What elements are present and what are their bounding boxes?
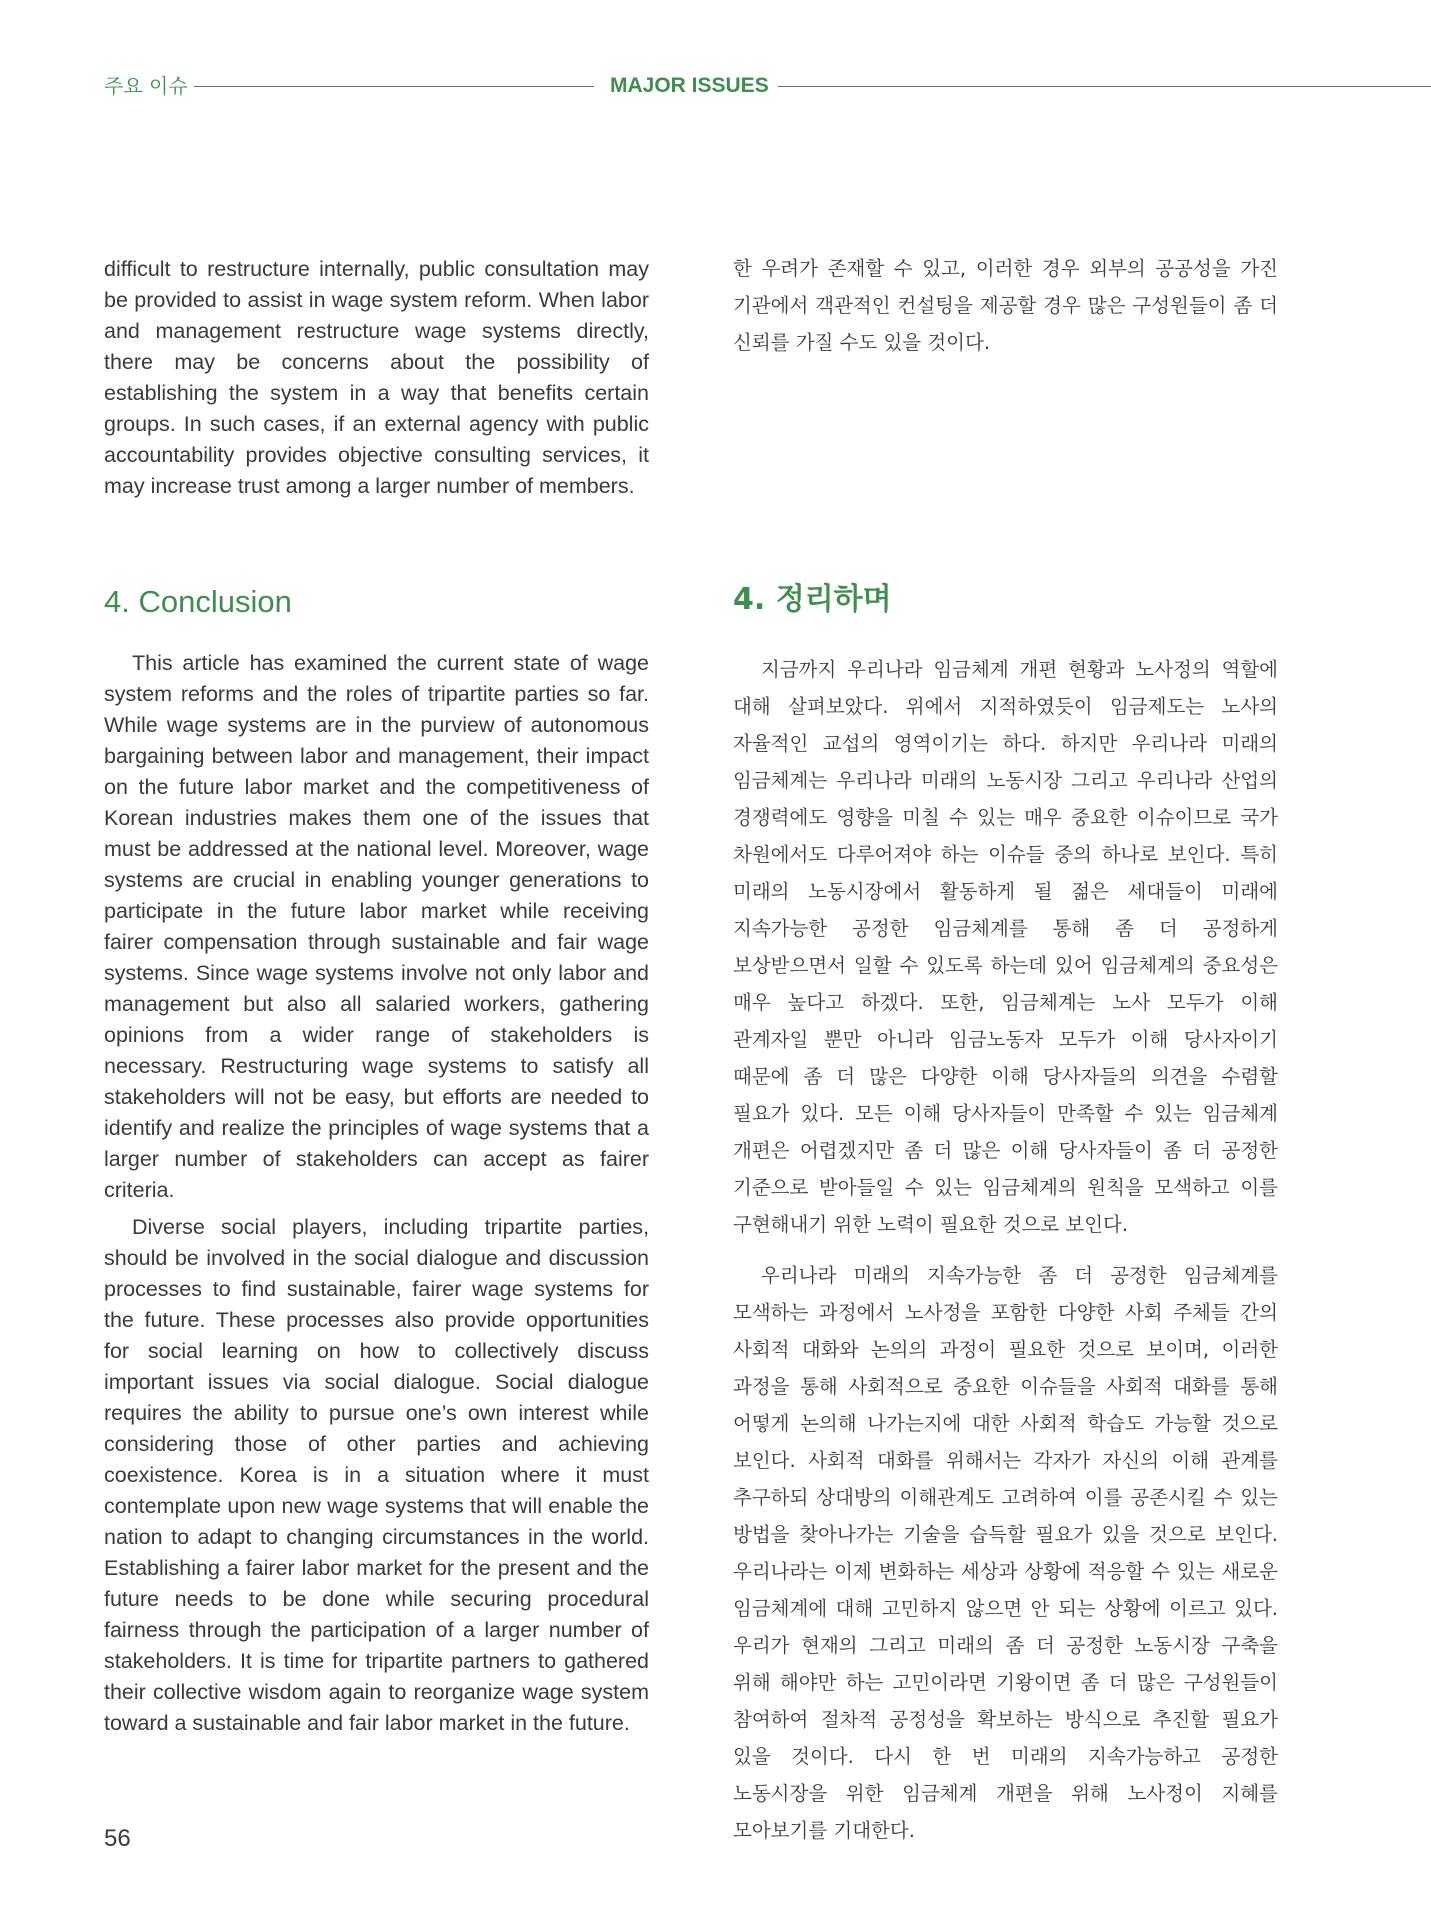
page-number: 56 <box>104 1825 131 1852</box>
section-heading-kr: 4. 정리하며 <box>733 582 892 617</box>
intro-paragraph-kr <box>733 250 1278 361</box>
header-section-en: MAJOR ISSUES <box>610 74 769 97</box>
conclusion-body-kr <box>733 651 1278 1849</box>
conclusion-paragraph-en-2: Diverse social players, including tripartite parties, should be involved in the social dialogue and discussion processes to find sustainable, fairer wage systems for the future. These processes also provide opportunities for social learning on how to collectively discuss important issues via social dialogue. Social dialogue requires the ability to pursue one’s own interest while considering those of other parties and achieving coexistence. Korea is in a situation where it must contemplate upon new wage systems that will enable the nation to adapt to changing circumstances in the world. Establishing a fairer labor market for the present and the future needs to be done while securing procedural fairness through the participation of a larger number of stakeholders. It is time for tripartite partners to gathered their collective wisdom again to reorganize wage system toward a sustainable and fair labor market in the future. <box>104 1215 649 1735</box>
conclusion-paragraph-kr-1: 지금까지 우리나라 임금체계 개편 현황과 노사정의 역할에 대해 살펴보았다. 위에서 지적하였듯이 임금제도는 노사의 자율적인 교섭의 영역이기는 하다. 하지만 우리나라 미래의 임금체계는 우리나라 미래의 노동시장 그리고 우리나라 산업의 경쟁력에도 영향을 미칠 수 있는 매우 중요한 이슈이므로 국가 차원에서도 다루어져야 하는 이슈들 중의 하나로 보인다. 특히 미래의 노동시장에서 활동하게 될 젊은 세대들이 미래에 지속가능한 공정한 임금체계를 통해 좀 더 공정하게 보상받으면서 일할 수 있도록 하는데 있어 임금체계의 중요성은 매우 높다고 하겠다. 또한, 임금체계는 노사 모두가 이해 관계자일 뿐만 아니라 임금노동자 모두가 이해 당사자이기 때문에 좀 더 많은 다양한 이해 당사자들의 의견을 수렴할 필요가 있다. 모든 이해 당사자들이 만족할 수 있는 임금체계 개편은 어렵겠지만 좀 더 많은 이해 당사자들이 좀 더 공정한 기준으로 받아들일 수 있는 임금체계의 원칙을 모색하고 이를 구현해내기 위한 노력이 필요한 것으로 보인다. <box>733 658 1278 1236</box>
intro-text-kr: 한 우려가 존재할 수 있고, 이러한 경우 외부의 공공성을 가진 기관에서 객관적인 컨설팅을 제공할 경우 많은 구성원들이 좀 더 신뢰를 가질 수도 있을 것이다. <box>733 257 1278 354</box>
conclusion-paragraph-en-1: This article has examined the current state of wage system reforms and the roles of tripartite parties so far. While wage systems are in the purview of autonomous bargaining between labor and management, their impact on the future labor market and the competitiveness of Korean industries makes them one of the issues that must be addressed at the national level. Moreover, wage systems are crucial in enabling younger generations to participate in the future labor market while receiving fairer compensation through sustainable and fair wage systems. Since wage systems involve not only labor and management but also all salaried workers, gathering opinions from a wider range of stakeholders is necessary. Restructuring wage systems to satisfy all stakeholders will not be easy, but efforts are needed to identify and realize the principles of wage systems that a larger number of stakeholders can accept as fairer criteria. <box>104 651 649 1202</box>
conclusion-paragraph-kr-2: 우리나라 미래의 지속가능한 좀 더 공정한 임금체계를 모색하는 과정에서 노사정을 포함한 다양한 사회 주체들 간의 사회적 대화와 논의의 과정이 필요한 것으로 보이며, 이러한 과정을 통해 사회적으로 중요한 이슈들을 사회적 대화를 통해 어떻게 논의해 나가는지에 대한 사회적 학습도 가능할 것으로 보인다. 사회적 대화를 위해서는 각자가 자신의 이해 관계를 추구하되 상대방의 이해관계도 고려하여 이를 공존시킬 수 있는 방법을 찾아나가는 기술을 습득할 필요가 있을 것으로 보인다. 우리나라는 이제 변화하는 세상과 상황에 적응할 수 있는 새로운 임금체계에 대해 고민하지 않으면 안 되는 상황에 이르고 있다. 우리가 현재의 그리고 미래의 좀 더 공정한 노동시장 구축을 위해 해야만 하는 고민이라면 기왕이면 좀 더 많은 구성원들이 참여하여 절차적 공정성을 확보하는 방식으로 추진할 필요가 있을 것이다. 다시 한 번 미래의 지속가능하고 공정한 노동시장을 위한 임금체계 개편을 위해 노사정이 지혜를 모아보기를 기대한다. <box>733 1264 1278 1842</box>
header-rule-left <box>194 86 594 87</box>
conclusion-body-en <box>104 648 649 1739</box>
intro-text-en: difficult to restructure internally, public consultation may be provided to assist in wage system reform. When labor and management restructure wage systems directly, there may be concerns about the possibility of establishing the system in a way that benefits certain groups. In such cases, if an external agency with public accountability provides objective consulting services, it may increase trust among a larger number of members. <box>104 257 649 498</box>
header-section-kr: 주요 이슈 <box>104 74 188 98</box>
running-header <box>104 74 1431 98</box>
section-heading-en: 4. Conclusion <box>104 584 292 619</box>
header-rule-right <box>778 86 1431 87</box>
intro-paragraph-en <box>104 254 649 502</box>
